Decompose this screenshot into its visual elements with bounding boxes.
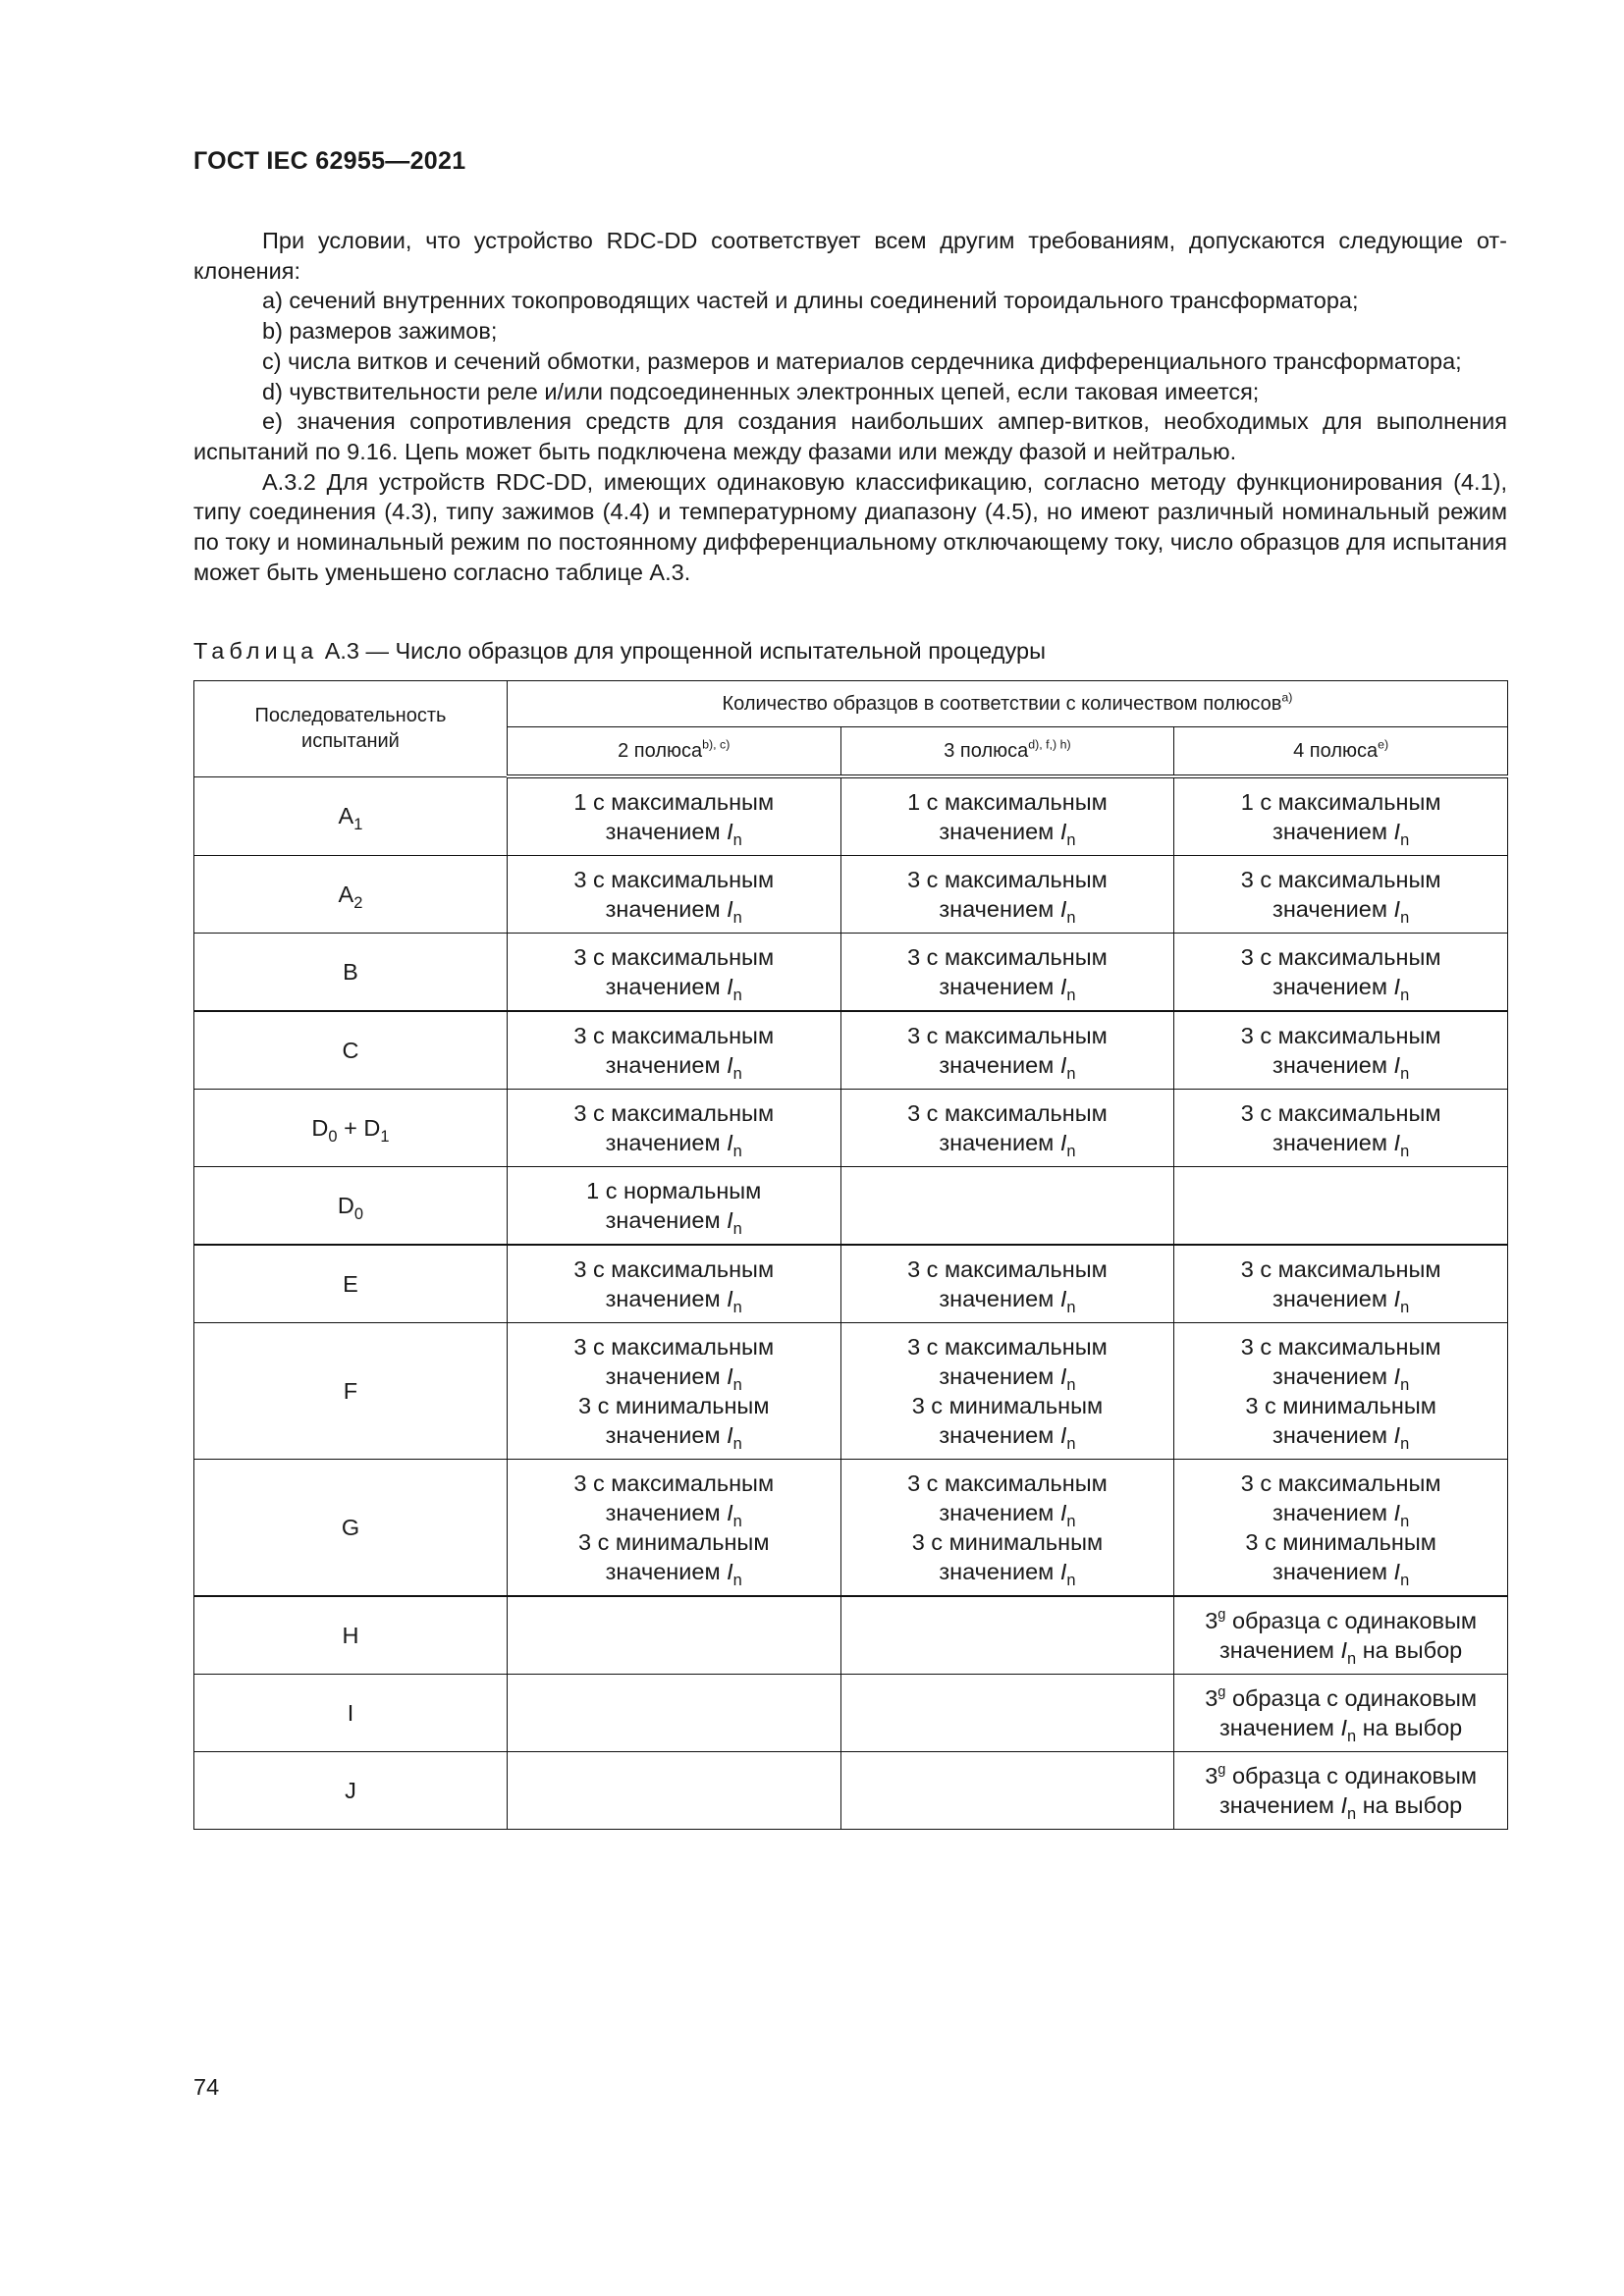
- table-caption: [193, 638, 1046, 665]
- table-row: [194, 1596, 1508, 1675]
- body-text: [193, 226, 1507, 587]
- table-row: [194, 1011, 1508, 1090]
- table-cell: 3 с максимальным значением $I_n$: [507, 1245, 840, 1323]
- header-3-poles-text: 3 полюса: [944, 740, 1029, 762]
- footnote-ref: d), f,) h): [1028, 737, 1071, 752]
- row-label-d0-d1: $D_0 + D_1$: [194, 1090, 508, 1167]
- table-cell: 3 с максимальным значением $I_n$ 3 с минимальным значением $I_n$: [840, 1323, 1174, 1460]
- table-row: [194, 1090, 1508, 1167]
- row-label-h: H: [194, 1596, 508, 1675]
- header-samples-text: Количество образцов в соответствии с количеством полюсов: [722, 693, 1282, 715]
- row-label-b: B: [194, 934, 508, 1012]
- table-cell: 3 с максимальным значением $I_n$: [507, 1011, 840, 1090]
- table-row: [194, 934, 1508, 1012]
- header-test-sequence: Последовательность испытаний: [194, 681, 508, 777]
- table-row: [194, 776, 1508, 856]
- table-cell: 3 с максимальным значением $I_n$: [507, 856, 840, 934]
- list-item-a: a) сечений внутренних токопроводящих частей и длины соединений тороидального трансформатора;: [262, 288, 1359, 314]
- table-cell: 3$^g$ образца с одинаковым значением $I_n$ на выбор: [1174, 1752, 1508, 1830]
- table-cell: 3$^g$ образца с одинаковым значением $I_n$ на выбор: [1174, 1675, 1508, 1752]
- row-label-i: I: [194, 1675, 508, 1752]
- header-2-poles: [507, 727, 840, 777]
- header-4-poles-text: 4 полюса: [1293, 740, 1379, 762]
- table-cell: 3 с максимальным значением $I_n$: [840, 1090, 1174, 1167]
- header-samples-by-poles: [507, 681, 1507, 727]
- table-cell: 3 с максимальным значением $I_n$: [507, 1090, 840, 1167]
- intro-paragraph: При условии, что устройство RDC-DD соответствует всем другим требованиям, допускаются следующие отклонения:: [193, 228, 1507, 284]
- footnote-ref: b), c): [702, 737, 731, 752]
- table-cell: 3 с максимальным значением $I_n$ 3 с минимальным значением $I_n$: [840, 1460, 1174, 1597]
- table-row: [194, 1245, 1508, 1323]
- row-label-f: F: [194, 1323, 508, 1460]
- table-cell: 3 с максимальным значением $I_n$ 3 с минимальным значением $I_n$: [507, 1460, 840, 1597]
- table-row: [194, 1167, 1508, 1246]
- list-item-e: e) значения сопротивления средств для создания наибольших ампер-витков, необходимых для выполнения испытаний по 9.16. Цепь может быть подключена между фазами или между фазой и нейтралью.: [193, 408, 1507, 464]
- row-label-a2: $A_2$: [194, 856, 508, 934]
- table-cell: 1 с максимальным значением $I_n$: [1174, 776, 1508, 856]
- table-row: [194, 1675, 1508, 1752]
- row-label-a1: $A_1$: [194, 776, 508, 856]
- table-cell: 1 с максимальным значением $I_n$: [840, 776, 1174, 856]
- row-label-d0: $D_0$: [194, 1167, 508, 1246]
- table-cell: 3 с максимальным значением $I_n$: [840, 1011, 1174, 1090]
- row-label-j: J: [194, 1752, 508, 1830]
- table-header-row: [194, 681, 1508, 727]
- table-cell: 3$^g$ образца с одинаковым значением $I_n$ на выбор: [1174, 1596, 1508, 1675]
- table-cell: 3 с максимальным значением $I_n$: [840, 934, 1174, 1012]
- table-cell: 3 с максимальным значением $I_n$ 3 с минимальным значением $I_n$: [1174, 1323, 1508, 1460]
- table-cell-empty: [1174, 1167, 1508, 1246]
- table-cell-empty: [840, 1167, 1174, 1246]
- table-cell-empty: [507, 1596, 840, 1675]
- header-4-poles: [1174, 727, 1508, 777]
- row-label-e: E: [194, 1245, 508, 1323]
- header-2-poles-text: 2 полюса: [618, 740, 703, 762]
- table-cell: 3 с максимальным значением $I_n$: [507, 934, 840, 1012]
- row-label-g: G: [194, 1460, 508, 1597]
- document-header: ГОСТ IEC 62955—2021: [193, 147, 466, 175]
- table-caption-prefix: Таблица: [193, 638, 319, 664]
- list-item-b: b) размеров зажимов;: [262, 318, 498, 345]
- table-cell-empty: [840, 1596, 1174, 1675]
- samples-table: [193, 680, 1508, 1830]
- table-cell: 3 с максимальным значением $I_n$: [1174, 856, 1508, 934]
- table-cell: 1 с нормальным значением $I_n$: [507, 1167, 840, 1246]
- table-cell-empty: [840, 1752, 1174, 1830]
- header-3-poles: [840, 727, 1174, 777]
- page-number: 74: [193, 2074, 220, 2100]
- table-cell: 3 с максимальным значением $I_n$: [1174, 934, 1508, 1012]
- table-row: [194, 1323, 1508, 1460]
- footnote-ref: a): [1281, 690, 1293, 705]
- table-cell: 3 с максимальным значением $I_n$ 3 с минимальным значением $I_n$: [507, 1323, 840, 1460]
- table-cell-empty: [840, 1675, 1174, 1752]
- table-cell-empty: [507, 1752, 840, 1830]
- table-cell-empty: [507, 1675, 840, 1752]
- table-row: [194, 1752, 1508, 1830]
- footnote-ref: e): [1378, 737, 1389, 752]
- table-cell: 3 с максимальным значением $I_n$: [1174, 1011, 1508, 1090]
- row-label-c: C: [194, 1011, 508, 1090]
- table-row: [194, 1460, 1508, 1597]
- table-caption-text: A.3 — Число образцов для упрощенной испытательной процедуры: [324, 638, 1046, 664]
- clause-a32: A.3.2 Для устройств RDC-DD, имеющих одинаковую классификацию, согласно методу функционирования (4.1), типу соединения (4.3), типу зажимов (4.4) и температурному диапазону (4.5), но имеют различный номинальный режим по току и номинальный режим по постоянному дифференциальному отключающему току, число образцов для испытания может быть уменьшено согласно таблице A.3.: [193, 468, 1507, 585]
- table-cell: 3 с максимальным значением $I_n$: [1174, 1090, 1508, 1167]
- table-row: [194, 856, 1508, 934]
- list-item-c: c) числа витков и сечений обмотки, размеров и материалов сердечника дифференциального трансформатора;: [262, 347, 1462, 374]
- table-cell: 3 с максимальным значением $I_n$: [840, 856, 1174, 934]
- table-cell: 3 с максимальным значением $I_n$: [840, 1245, 1174, 1323]
- table-cell: 3 с максимальным значением $I_n$ 3 с минимальным значением $I_n$: [1174, 1460, 1508, 1597]
- table-cell: 3 с максимальным значением $I_n$: [1174, 1245, 1508, 1323]
- list-item-d: d) чувствительности реле и/или подсоединенных электронных цепей, если таковая имеется;: [262, 378, 1260, 404]
- table-cell: 1 с максимальным значением $I_n$: [507, 776, 840, 856]
